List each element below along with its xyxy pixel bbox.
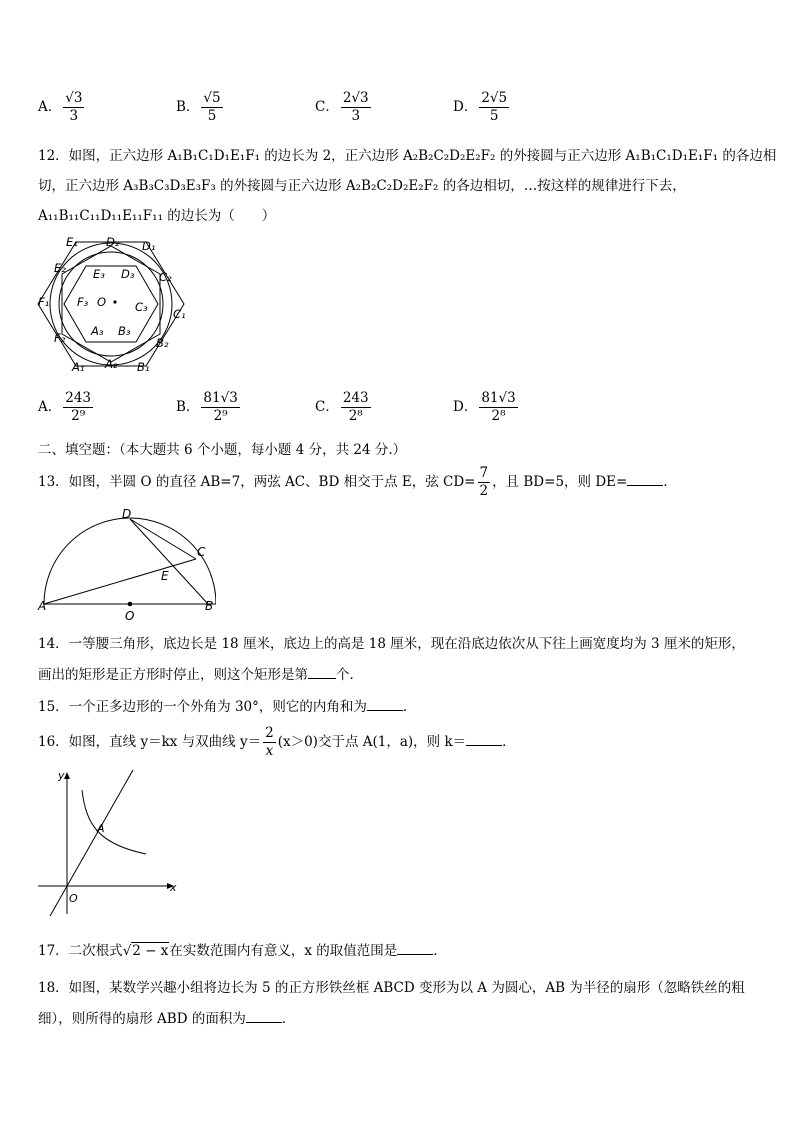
label-o: O: [125, 609, 135, 622]
q12-option-c[interactable]: C． $\frac{243}{\text{2⁸}}$: [315, 390, 369, 424]
label-o: O: [97, 295, 107, 309]
q14-answer-blank[interactable]: [308, 664, 336, 679]
q12-option-a[interactable]: A． $\frac{243}{\text{2⁹}}$: [38, 390, 92, 424]
label-b1: B₁: [137, 360, 150, 374]
label-e1: E₁: [66, 235, 78, 249]
label-c1: C₁: [173, 307, 186, 321]
label-c3: C₃: [135, 300, 148, 314]
label-f2: F₂: [54, 331, 66, 345]
q17-answer-blank[interactable]: [397, 940, 433, 955]
label-x: x: [170, 881, 177, 894]
q13-semicircle-figure: [36, 506, 216, 622]
label-y: y: [58, 769, 65, 782]
label-d: D: [122, 507, 132, 521]
label-e: E: [161, 569, 169, 583]
q18-stem-line-2: 细），则所得的扇形 ABD 的面积为 ．: [38, 1008, 295, 1029]
q11-option-a[interactable]: A． $\frac{√3}{3}$: [38, 90, 83, 124]
label-f1: F₁: [38, 295, 50, 309]
label-a2: A₂: [105, 357, 118, 371]
q14-stem-line-2: 画出的矩形是正方形时停止，则这个矩形是第 个．: [38, 664, 363, 685]
section-heading: 二、填空题：（本大题共 6 个小题，每小题 4 分，共 24 分.）: [38, 442, 407, 458]
q16-graph-figure: [36, 766, 186, 916]
label-a3: A₃: [91, 324, 104, 338]
label-e3: E₃: [93, 267, 105, 281]
q17-radicand: 2 − x: [132, 943, 169, 959]
q14-stem-line-1: 14．一等腰三角形，底边长是 18 厘米，底边上的高是 18 厘米，现在沿底边依次从下往上画宽度均为 3 厘米的矩形，: [38, 636, 745, 652]
q12-option-d[interactable]: D． $\frac{81√3}{\text{2⁸}}$: [453, 390, 516, 424]
q12-hexagon-figure: [36, 234, 188, 376]
q18-stem-line-1: 18．如图，某数学兴趣小组将边长为 5 的正方形铁丝框 ABCD 变形为以 A 为圆心，AB 为半径的扇形（忽略铁丝的粗: [38, 980, 745, 996]
q17-stem: 17．二次根式√2 − x在实数范围内有意义，x 的取值范围是 ．: [38, 940, 447, 961]
q18-answer-blank[interactable]: [246, 1008, 282, 1023]
q11-option-b[interactable]: B． $\frac{√5}{5}$: [176, 90, 221, 124]
q16-stem: 16．如图，直线 y＝kx 与双曲线 y＝ $\frac{2}{x}$ (x＞0)交于点 A(1，a)，则 k＝ ．: [38, 725, 516, 759]
q12-option-b[interactable]: B． $\frac{81√3}{\text{2⁹}}$: [176, 390, 238, 424]
q16-answer-blank[interactable]: [466, 731, 502, 746]
q11-option-c[interactable]: C． $\frac{2√3}{3}$: [315, 90, 369, 124]
q13-answer-blank[interactable]: [627, 471, 663, 486]
label-d3: D₃: [121, 267, 135, 281]
q13-stem: 13．如图，半圆 O 的直径 AB=7，两弦 AC、BD 相交于点 E，弦 CD= $\frac{7}{2}$ ，且 BD=5，则 DE= ．: [38, 465, 677, 499]
q15-stem: 15．一个正多边形的一个外角为 30°，则它的内角和为 ．: [38, 696, 416, 717]
label-b: B: [205, 599, 214, 613]
label-d2: D₂: [106, 235, 120, 249]
label-e2: E₂: [54, 261, 66, 275]
label-a: A: [38, 599, 47, 613]
label-d1: D₁: [142, 239, 156, 253]
q12-stem-line-1: 12．如图，正六边形 A₁B₁C₁D₁E₁F₁ 的边长为 2，正六边形 A₂B₂C₂D₂E₂F₂ 的外接圆与正六边形 A₁B₁C₁D₁E₁F₁ 的各边相: [38, 148, 777, 164]
label-f3: F₃: [77, 295, 89, 309]
label-b2: B₂: [156, 336, 169, 350]
label-b3: B₃: [118, 324, 131, 338]
label-a1: A₁: [72, 360, 85, 374]
q11-option-d[interactable]: D． $\frac{2√5}{5}$: [453, 90, 508, 124]
label-o: O: [69, 892, 78, 905]
q12-stem-line-3: A₁₁B₁₁C₁₁D₁₁E₁₁F₁₁ 的边长为（ ）: [38, 208, 276, 224]
q12-stem-line-2: 切，正六边形 A₃B₃C₃D₃E₃F₃ 的外接圆与正六边形 A₂B₂C₂D₂E₂F₂ 的各边相切，…按这样的规律进行下去，: [38, 178, 686, 194]
label-c: C: [197, 545, 206, 559]
label-c2: C₂: [159, 270, 172, 284]
label-a: A: [97, 822, 105, 835]
q15-answer-blank[interactable]: [367, 696, 403, 711]
